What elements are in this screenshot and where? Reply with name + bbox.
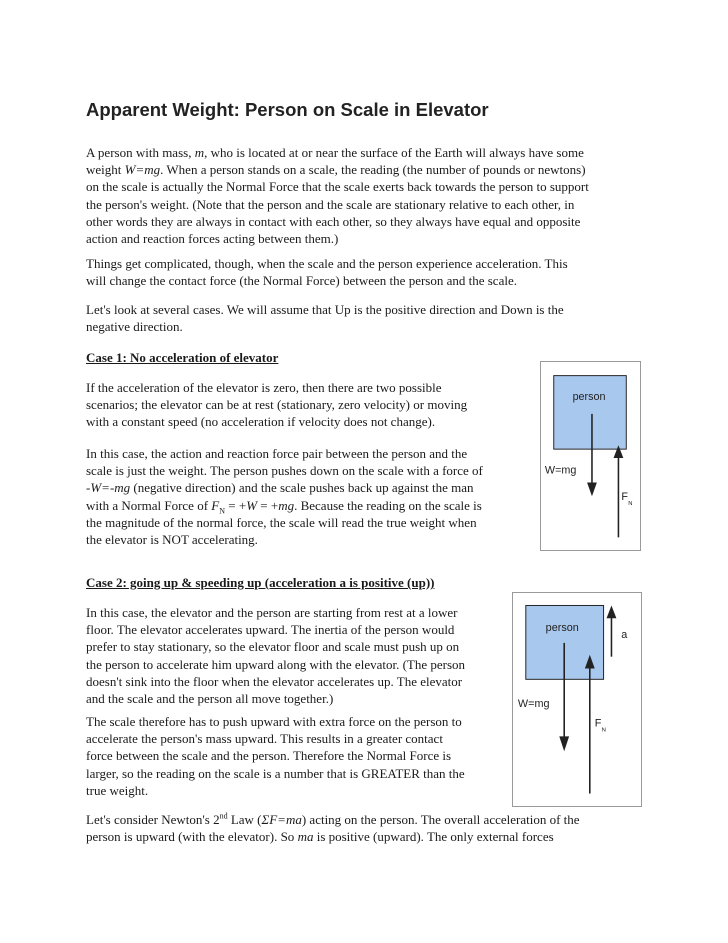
person-label: person — [572, 391, 606, 404]
normal-force-label: F — [621, 491, 628, 504]
case2-force-diagram — [512, 592, 642, 807]
cases-intro-paragraph: Let's look at several cases. We will assume that Up is the positive direction and Down is the negative direction. — [86, 302, 564, 335]
weight-label: W=mg — [544, 464, 577, 477]
weight-arrowhead — [559, 736, 569, 751]
weight-label: W=mg — [517, 697, 550, 710]
case1-force-diagram — [540, 361, 641, 551]
newton-law-paragraph: Let's consider Newton's 2nd Law (ΣF=ma) acting on the person. The overall acceleration of the person is upward (with the elevator). So ma is positive (upward). The only external forces — [86, 811, 580, 845]
normal-force-subscript: N — [628, 501, 633, 508]
acceleration-paragraph: Things get complicated, though, when the scale and the person experience acceleration. This will change the contact force (the Normal Force) between the person and the scale. — [86, 256, 568, 289]
case2-diagram-svg — [513, 593, 641, 806]
normal-force-label: F — [594, 717, 602, 730]
case1-paragraph-1: If the acceleration of the elevator is zero, then there are two possible scenarios; the elevator can be at rest (stationary, zero velocity) or moving with a constant speed (no acceleration if velocity does not change). — [86, 380, 468, 430]
acceleration-label: a — [621, 628, 628, 641]
case2-paragraph-1: In this case, the elevator and the person are starting from rest at a lower floor. The elevator accelerates upward. The inertia of the person would prefer to stay stationary, so the elevator floor and scale must push up on the person to accelerate him upward along with the elevator. (The person doesn't sink into the floor when the elevator accelerates up. The elevator and the scale and the person all move together.) — [86, 605, 466, 707]
page-title: Apparent Weight: Person on Scale in Elevator — [86, 99, 489, 120]
acceleration-arrowhead — [607, 605, 617, 618]
person-box — [554, 376, 627, 450]
person-label: person — [545, 622, 579, 635]
case2-heading: Case 2: going up & speeding up (acceleration a is positive (up)) — [86, 575, 435, 590]
case2-paragraph-2: The scale therefore has to push upward with extra force on the person to accelerate the person's mass upward. This results in a greater contact force between the scale and the person. Therefore the Normal Force is larger, so the reading on the scale is a number that is GREATER than the true weight. — [86, 714, 465, 798]
case1-heading: Case 1: No acceleration of elevator — [86, 350, 279, 365]
intro-paragraph: A person with mass, m, who is located at or near the surface of the Earth will always have some weight W=mg. When a person stands on a scale, the reading (the number of pounds or newtons) on the scale is actually the Normal Force that the scale exerts back towards the person to support the person's weight. (Note that the person and the scale are stationary relative to each other, in other words they are always in contact with each other, so they always have equal and opposite action and reaction forces acting between them.) — [86, 145, 589, 247]
weight-arrowhead — [587, 482, 597, 496]
case1-diagram-svg — [541, 362, 640, 550]
normal-force-subscript: N — [601, 727, 606, 734]
case1-paragraph-2: In this case, the action and reaction force pair between the person and the scale is just the weight. The person pushes down on the scale with a force of -W=-mg (negative direction) and the scale pushes back up against the man with a Normal Force of $F_N = +W = +mg$. Because the reading on the scale is the magnitude of the normal force, the scale will read the true weight when the elevator is NOT accelerating. — [86, 446, 483, 548]
